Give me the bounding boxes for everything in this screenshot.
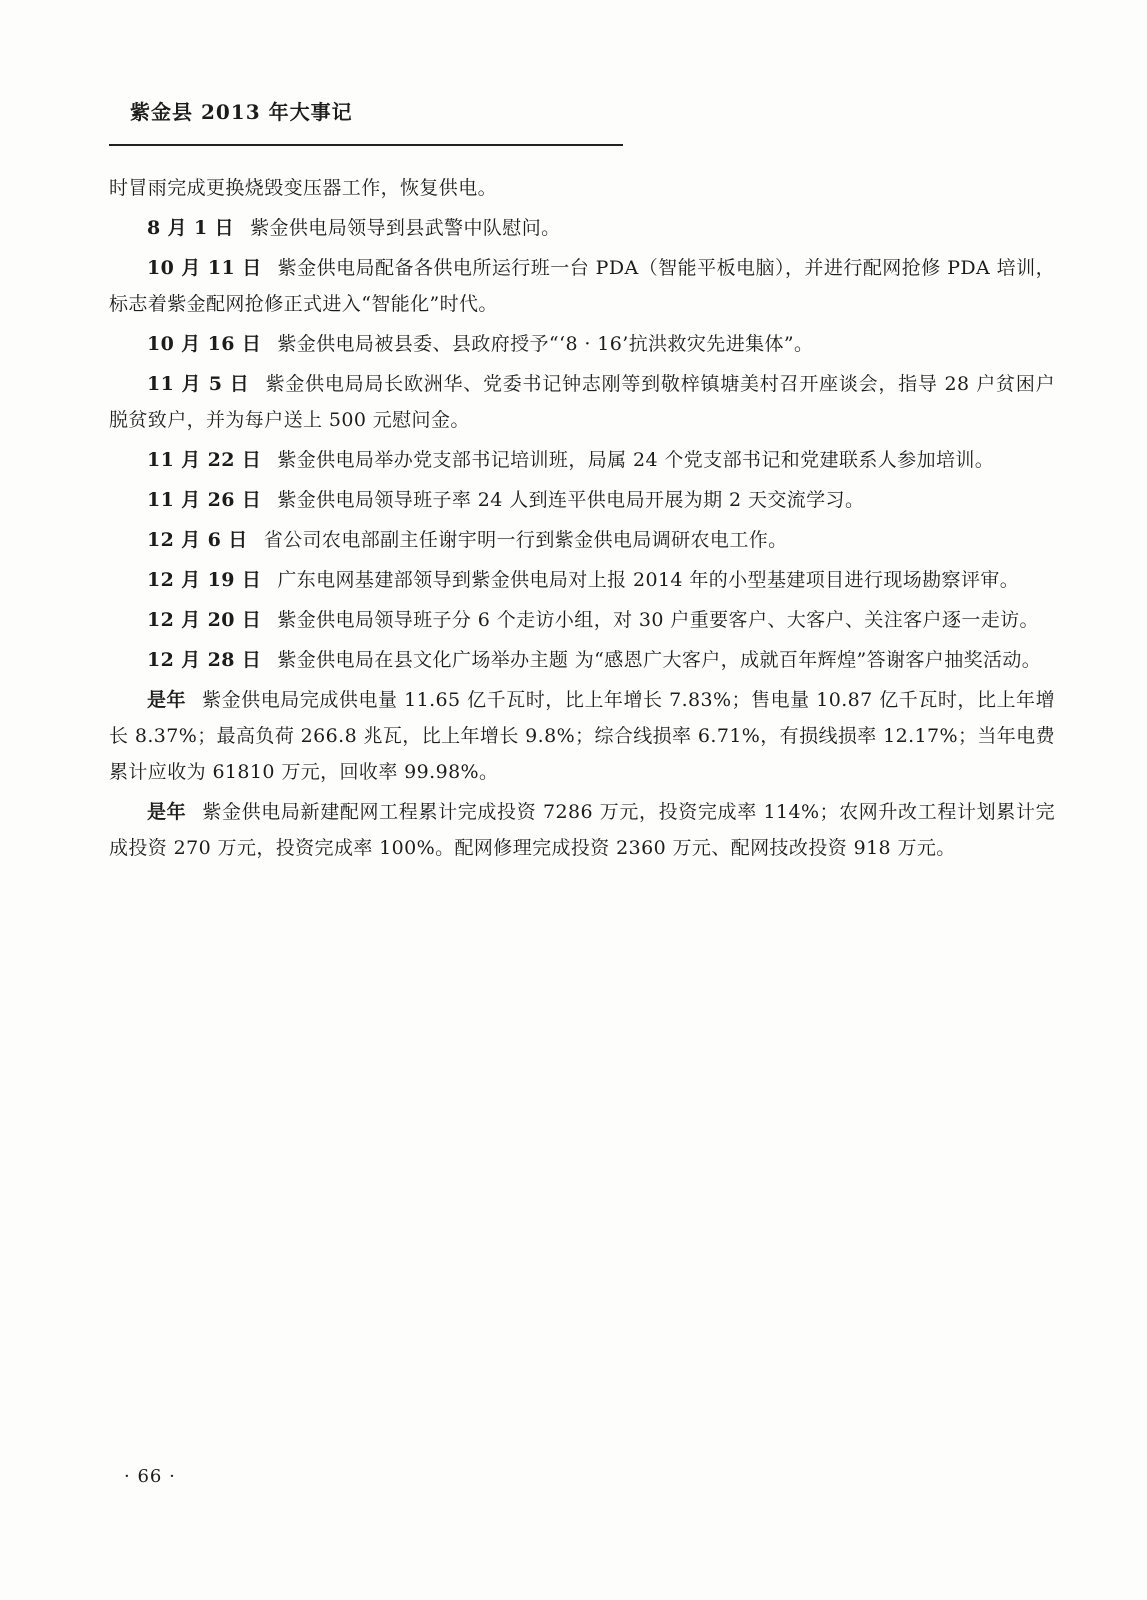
entry-text: 紫金供电局局长欧洲华、党委书记钟志刚等到敬梓镇塘美村召开座谈会，指导 28 户贫困户脱贫致户，并为每户送上 500 元慰问金。 bbox=[109, 373, 1055, 431]
entry-paragraph bbox=[109, 366, 1055, 438]
entry-text: 紫金供电局领导班子分 6 个走访小组，对 30 户重要客户、大客户、关注客户逐一走访。 bbox=[277, 609, 1039, 631]
page-number: · 66 · bbox=[124, 1466, 176, 1487]
continuation-paragraph: 时冒雨完成更换烧毁变压器工作，恢复供电。 bbox=[109, 177, 498, 199]
entry-text: 广东电网基建部领导到紫金供电局对上报 2014 年的小型基建项目进行现场勘察评审。 bbox=[277, 569, 1020, 591]
entry-text: 省公司农电部副主任谢宇明一行到紫金供电局调研农电工作。 bbox=[263, 529, 788, 551]
entry-date: 11 月 22 日 bbox=[147, 449, 262, 471]
entry-text: 紫金供电局配备各供电所运行班一台 PDA（智能平板电脑），并进行配网抢修 PDA 培训，标志着紫金配网抢修正式进入“智能化”时代。 bbox=[109, 257, 1055, 315]
entry-date: 10 月 16 日 bbox=[147, 333, 262, 355]
entry-text: 紫金供电局新建配网工程累计完成投资 7286 万元，投资完成率 114%；农网升改工程计划累计完成投资 270 万元，投资完成率 100%。配网修理完成投资 2360 万元、配网技改投资 918 万元。 bbox=[109, 801, 1055, 859]
entry-date: 12 月 19 日 bbox=[147, 569, 262, 591]
page-header-title: 紫金县 2013 年大事记 bbox=[130, 100, 353, 124]
entry-paragraph bbox=[109, 250, 1055, 322]
entry-text: 紫金供电局举办党支部书记培训班，局属 24 个党支部书记和党建联系人参加培训。 bbox=[277, 449, 995, 471]
entry-date: 8 月 1 日 bbox=[147, 217, 235, 239]
entry-date: 是年 bbox=[147, 689, 187, 711]
entry-date: 12 月 28 日 bbox=[147, 649, 262, 671]
entry-date: 10 月 11 日 bbox=[147, 257, 262, 279]
entry-date: 11 月 26 日 bbox=[147, 489, 262, 511]
entry-paragraph bbox=[109, 794, 1055, 866]
entry-paragraph bbox=[109, 602, 1055, 638]
entry-paragraph bbox=[109, 326, 1055, 362]
entry-paragraph bbox=[109, 522, 1055, 558]
entry-text: 紫金供电局完成供电量 11.65 亿千瓦时，比上年增长 7.83%；售电量 10.87 亿千瓦时，比上年增长 8.37%；最高负荷 266.8 兆瓦，比上年增长 9.8%；综合线损率 6.71%，有损线损率 12.17%；当年电费累计应收为 61810 万元，回收率 99.98%。 bbox=[109, 689, 1055, 783]
entry-paragraph bbox=[109, 562, 1055, 598]
entry-date: 是年 bbox=[147, 801, 187, 823]
chronicle-body bbox=[109, 170, 1055, 870]
entry-date: 12 月 20 日 bbox=[147, 609, 262, 631]
entry-text: 紫金供电局领导班子率 24 人到连平供电局开展为期 2 天交流学习。 bbox=[277, 489, 865, 511]
entry-paragraph bbox=[109, 442, 1055, 478]
header-divider bbox=[109, 144, 623, 146]
entry-date: 11 月 5 日 bbox=[147, 373, 250, 395]
entry-paragraph bbox=[109, 682, 1055, 790]
entry-paragraph bbox=[109, 210, 1055, 246]
entry-text: 紫金供电局在县文化广场举办主题 为“感恩广大客户，成就百年辉煌”答谢客户抽奖活动。 bbox=[277, 649, 1042, 671]
entry-paragraph bbox=[109, 482, 1055, 518]
entry-date: 12 月 6 日 bbox=[147, 529, 248, 551]
entry-paragraph bbox=[109, 642, 1055, 678]
entry-text: 紫金供电局被县委、县政府授予“‘8 · 16’抗洪救灾先进集体”。 bbox=[277, 333, 814, 355]
entry-text: 紫金供电局领导到县武警中队慰问。 bbox=[250, 217, 561, 239]
